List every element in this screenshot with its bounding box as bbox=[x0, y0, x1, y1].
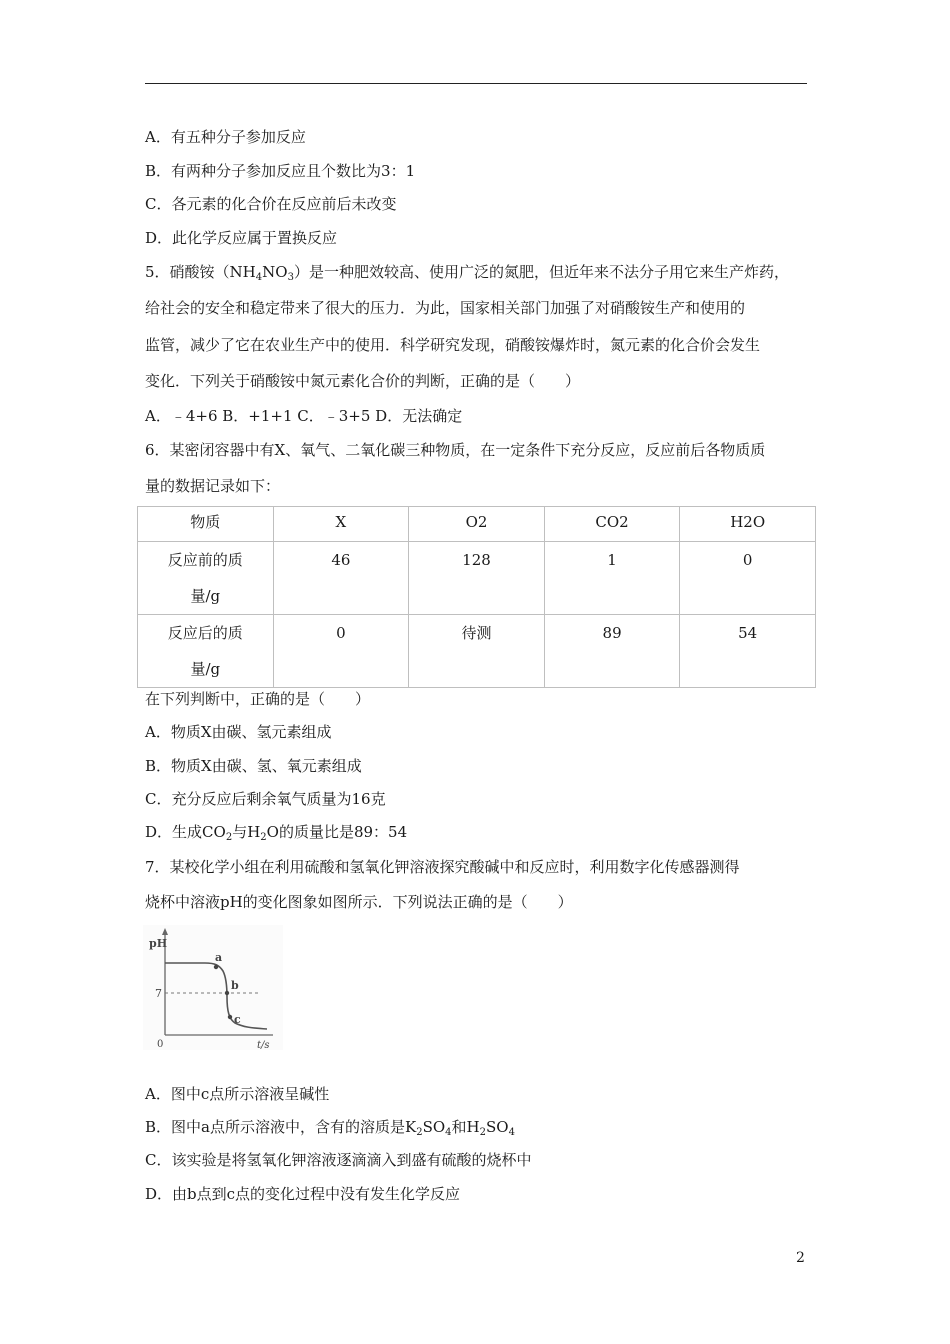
q5-options: A．﹣4+6 B．+1+1 C．﹣3+5 D．无法确定 bbox=[145, 407, 463, 425]
point-a-marker bbox=[214, 965, 218, 969]
q7-option-b: B．图中a点所示溶液中，含有的溶质是$K_2SO_4$和$H_2SO_4$ bbox=[145, 1118, 515, 1138]
table-cell: 46 bbox=[273, 542, 409, 615]
point-c-marker bbox=[228, 1015, 232, 1019]
table-header-cell: O2 bbox=[409, 507, 545, 542]
q6-stem-line1: 6．某密闭容器中有X、氧气、二氧化碳三种物质，在一定条件下充分反应，反应前后各物质质 bbox=[145, 441, 766, 459]
q7-option-c: C．该实验是将氢氧化钾溶液逐滴滴入到盛有硫酸的烧杯中 bbox=[145, 1151, 532, 1169]
q4-option-a: A．有五种分子参加反应 bbox=[145, 128, 306, 146]
q5-stem-line2: 给社会的安全和稳定带来了很大的压力．为此，国家相关部门加强了对硝酸铵生产和使用的 bbox=[145, 299, 746, 317]
q4-option-b: B．有两种分子参加反应且个数比为3：1 bbox=[145, 162, 416, 180]
point-b-label: b bbox=[231, 979, 239, 992]
table-cell: 54 bbox=[680, 615, 816, 688]
q5-stem-line4: 变化．下列关于硝酸铵中氮元素化合价的判断，正确的是（ ） bbox=[145, 372, 581, 390]
table-cell: 128 bbox=[409, 542, 545, 615]
table-header-cell: CO2 bbox=[544, 507, 680, 542]
table-header-cell: H2O bbox=[680, 507, 816, 542]
point-b-marker bbox=[225, 991, 229, 995]
q6-option-d: D．生成$CO_2$与$H_2O$的质量比是89：54 bbox=[145, 823, 408, 843]
y-axis-label: pH bbox=[149, 937, 168, 950]
table-cell: 0 bbox=[273, 615, 409, 688]
q5-stem-line1: 5．硝酸铵$(NH_4NO_3)$是一种肥效较高、使用广泛的氮肥，但近年来不法分子用它来生产炸药， bbox=[145, 263, 789, 283]
table-row-label: 反应前的质 量/g bbox=[138, 542, 274, 615]
q5-stem-line3: 监管，减少了它在农业生产中的使用．科学研究发现，硝酸铵爆炸时，氮元素的化合价会发生 bbox=[145, 336, 761, 354]
table-header-cell: 物质 bbox=[138, 507, 274, 542]
q7-stem-line1: 7．某校化学小组在利用硫酸和氢氧化钾溶液探究酸碱中和反应时，利用数字化传感器测得 bbox=[145, 858, 740, 876]
origin-label: 0 bbox=[157, 1039, 164, 1050]
q6-after-table: 在下列判断中，正确的是（ ） bbox=[145, 690, 371, 708]
q7-stem-line2: 烧杯中溶液pH的变化图象如图所示．下列说法正确的是（ ） bbox=[145, 893, 573, 911]
table-cell: 1 bbox=[544, 542, 680, 615]
q4-option-c: C．各元素的化合价在反应前后未改变 bbox=[145, 195, 397, 213]
q6-stem-line2: 量的数据记录如下： bbox=[145, 477, 281, 495]
q6-option-c: C．充分反应后剩余氧气质量为16克 bbox=[145, 790, 386, 808]
table-cell: 待测 bbox=[409, 615, 545, 688]
q6-option-b: B．物质X由碳、氢、氧元素组成 bbox=[145, 757, 362, 775]
ph7-label: 7 bbox=[155, 987, 162, 1000]
header-rule bbox=[145, 83, 807, 84]
table-row-label: 反应后的质 量/g bbox=[138, 615, 274, 688]
ph-curve-figure bbox=[143, 925, 283, 1050]
table-header-cell: X bbox=[273, 507, 409, 542]
table-cell: 89 bbox=[544, 615, 680, 688]
q4-option-d: D．此化学反应属于置换反应 bbox=[145, 229, 338, 247]
table-header-row bbox=[138, 507, 816, 542]
q7-option-a: A．图中c点所示溶液呈碱性 bbox=[145, 1085, 330, 1103]
x-axis-label: t/s bbox=[257, 1040, 270, 1050]
point-c-label: c bbox=[234, 1013, 241, 1026]
point-a-label: a bbox=[215, 951, 223, 964]
q6-option-a: A．物质X由碳、氢元素组成 bbox=[145, 723, 332, 741]
table-row-after bbox=[138, 615, 816, 688]
table-cell: 0 bbox=[680, 542, 816, 615]
mass-data-table bbox=[137, 506, 816, 688]
page-number: 2 bbox=[796, 1250, 805, 1266]
table-row-before bbox=[138, 542, 816, 615]
q7-option-d: D．由b点到c点的变化过程中没有发生化学反应 bbox=[145, 1185, 461, 1203]
